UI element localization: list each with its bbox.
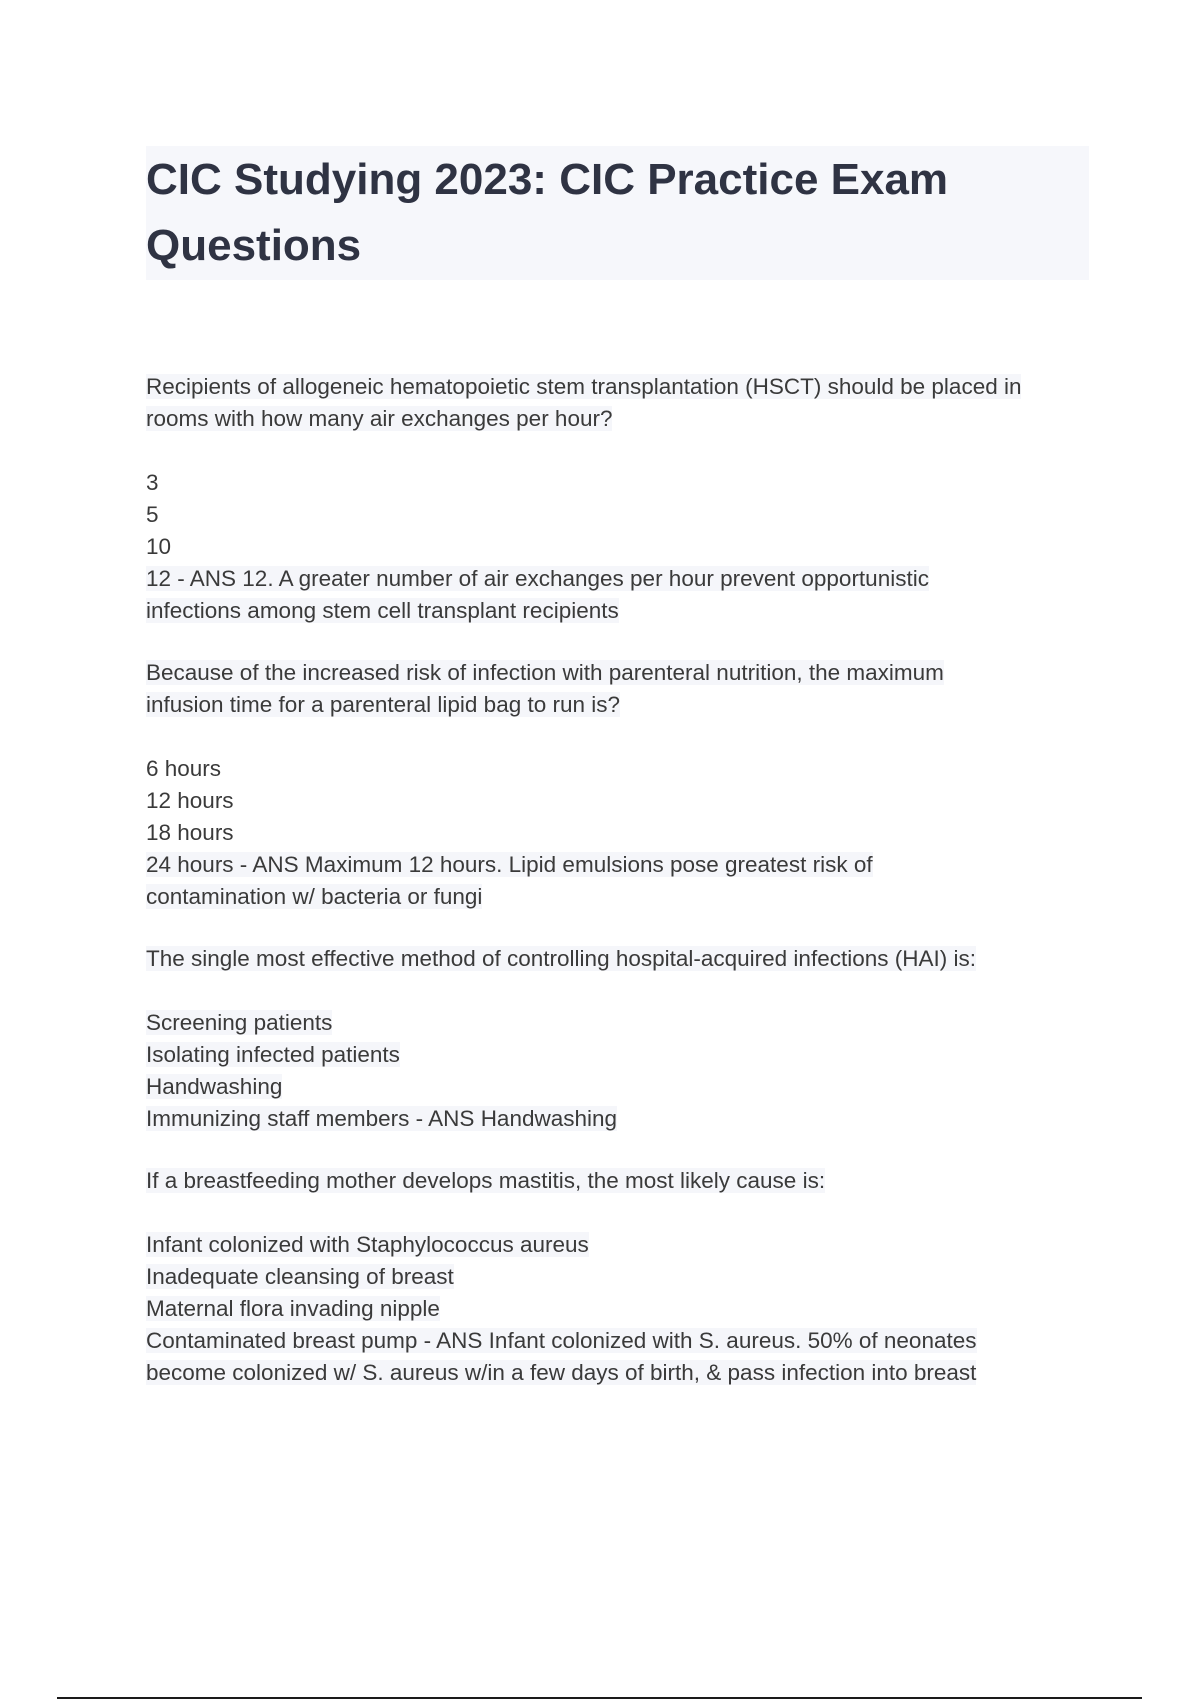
title-block bbox=[146, 146, 1089, 280]
answer-explanation: Immunizing staff members - ANS Handwashing bbox=[146, 1106, 618, 1131]
answer-option: 6 hours bbox=[146, 756, 222, 781]
question-block bbox=[146, 943, 1096, 1135]
answer-explanation: infections among stem cell transplant recipients bbox=[146, 598, 619, 623]
answer-option: Isolating infected patients bbox=[146, 1042, 400, 1067]
footer-divider bbox=[57, 1697, 1142, 1699]
question-block bbox=[146, 371, 1096, 627]
question-text: infusion time for a parenteral lipid bag to run is? bbox=[146, 692, 621, 717]
answer-option: 12 hours bbox=[146, 788, 234, 813]
answer-option: 5 bbox=[146, 502, 159, 527]
question-text: If a breastfeeding mother develops mastitis, the most likely cause is: bbox=[146, 1168, 826, 1193]
answer-explanation: Contaminated breast pump - ANS Infant colonized with S. aureus. 50% of neonates bbox=[146, 1328, 977, 1353]
question-block bbox=[146, 1165, 1096, 1389]
answer-option: 10 bbox=[146, 534, 172, 559]
answer-option: 18 hours bbox=[146, 820, 234, 845]
page-title: CIC Studying 2023: CIC Practice Exam Questions bbox=[146, 155, 949, 270]
question-block bbox=[146, 657, 1096, 913]
answer-explanation: become colonized w/ S. aureus w/in a few days of birth, & pass infection into breast bbox=[146, 1360, 977, 1385]
answer-option: Maternal flora invading nipple bbox=[146, 1296, 440, 1321]
question-text: Recipients of allogeneic hematopoietic stem transplantation (HSCT) should be placed in bbox=[146, 374, 1022, 399]
answer-option: Screening patients bbox=[146, 1010, 333, 1035]
question-text: rooms with how many air exchanges per hour? bbox=[146, 406, 613, 431]
answer-option: Inadequate cleansing of breast bbox=[146, 1264, 454, 1289]
question-text: Because of the increased risk of infection with parenteral nutrition, the maximum bbox=[146, 660, 944, 685]
answer-explanation: 12 - ANS 12. A greater number of air exchanges per hour prevent opportunistic bbox=[146, 566, 929, 591]
answer-option: 3 bbox=[146, 470, 159, 495]
answer-explanation: contamination w/ bacteria or fungi bbox=[146, 884, 483, 909]
question-list bbox=[146, 371, 1096, 1389]
answer-option: Handwashing bbox=[146, 1074, 283, 1099]
question-text: The single most effective method of controlling hospital-acquired infections (HAI) is: bbox=[146, 946, 976, 971]
answer-explanation: 24 hours - ANS Maximum 12 hours. Lipid emulsions pose greatest risk of bbox=[146, 852, 873, 877]
answer-option: Infant colonized with Staphylococcus aureus bbox=[146, 1232, 589, 1257]
